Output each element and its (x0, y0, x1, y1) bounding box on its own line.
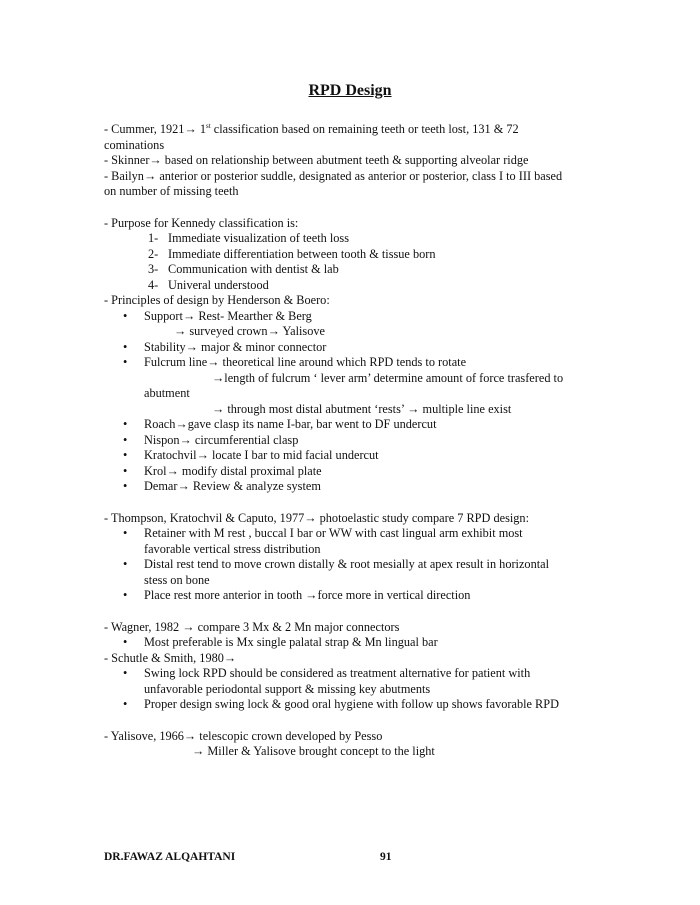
wagner-list (104, 635, 624, 651)
fulcrum-cont-1: →length of fulcrum ‘ lever arm’ determine amount of force trasfered to (212, 370, 564, 385)
fulcrum-cont-1b: abutment (144, 386, 190, 400)
list-item: • Proper design swing lock & good oral hygiene with follow up shows favorable RPD (104, 697, 624, 713)
thompson-heading: - Thompson, Kratochvil & Caputo, 1977→ photoelastic study compare 7 RPD design: (104, 510, 529, 525)
list-item: • Most preferable is Mx single palatal strap & Mn lingual bar (104, 635, 624, 651)
support-cont: → surveyed crown→ Yalisove (174, 324, 325, 338)
list-item: 2- Immediate differentiation between tooth & tissue born (148, 246, 436, 261)
list-item: 4- Univeral understood (148, 277, 269, 292)
list-item: • Krol→ modify distal proximal plate (104, 464, 624, 480)
page-number: 91 (380, 851, 392, 863)
list-item: • Distal rest tend to move crown distally & root mesially at apex result in horizontal stess on bone (104, 557, 624, 588)
kennedy-heading: - Purpose for Kennedy classification is: (104, 215, 299, 230)
principles-list-2 (104, 340, 624, 371)
yalisove-heading: - Yalisove, 1966→ telescopic crown developed by Pesso (104, 728, 383, 743)
list-item: 3- Communication with dentist & lab (148, 262, 339, 276)
list-item: • Kratochvil→ locate I bar to mid facial undercut (104, 448, 624, 464)
kennedy-list (104, 231, 624, 293)
yalisove-cont: → Miller & Yalisove brought concept to the light (192, 744, 435, 758)
cummer-line-cont: cominations (104, 137, 165, 152)
list-item: • Stability→ major & minor connector (104, 340, 624, 356)
list-item: • Retainer with M rest , buccal I bar or WW with cast lingual arm exhibit most favorable vertical stress distribution (104, 526, 624, 557)
list-item: • Demar→ Review & analyze system (104, 479, 624, 495)
schutle-heading: - Schutle & Smith, 1980→ (104, 650, 237, 665)
list-item: 1- Immediate visualization of teeth loss (148, 231, 349, 245)
document-body (104, 122, 624, 760)
bailyn-line: - Bailyn→ anterior or posterior suddle, designated as anterior or posterior, class I to III based (104, 168, 563, 183)
cummer-line: - Cummer, 1921→ 1st classification based on remaining teeth or teeth lost, 131 & 72 (104, 121, 519, 136)
principles-heading: - Principles of design by Henderson & Boero: (104, 293, 330, 307)
principles-list (104, 309, 624, 325)
list-item: • Fulcrum line→ theoretical line around which RPD tends to rotate (104, 355, 624, 371)
fulcrum-cont-2: → through most distal abutment ‘rests’ → multiple line exist (212, 401, 512, 416)
list-item: • Nispon→ circumferential clasp (104, 433, 624, 449)
bailyn-line-cont: on number of missing teeth (104, 184, 239, 198)
thompson-list (104, 526, 624, 604)
skinner-line: - Skinner→ based on relationship between abutment teeth & supporting alveolar ridge (104, 153, 529, 167)
schutle-list (104, 666, 624, 713)
list-item: • Support→ Rest- Mearther & Berg (104, 309, 624, 325)
list-item: • Swing lock RPD should be considered as treatment alternative for patient with unfavorable periodontal support & missing key abutments (104, 666, 624, 697)
principles-list-3 (104, 417, 624, 495)
list-item: • Place rest more anterior in tooth →force more in vertical direction (104, 588, 624, 604)
footer-author: DR.FAWAZ ALQAHTANI (104, 851, 236, 863)
wagner-heading: - Wagner, 1982 → compare 3 Mx & 2 Mn major connectors (104, 619, 400, 634)
list-item: • Roach→gave clasp its name I-bar, bar went to DF undercut (104, 417, 624, 433)
page-title: RPD Design (308, 82, 392, 99)
